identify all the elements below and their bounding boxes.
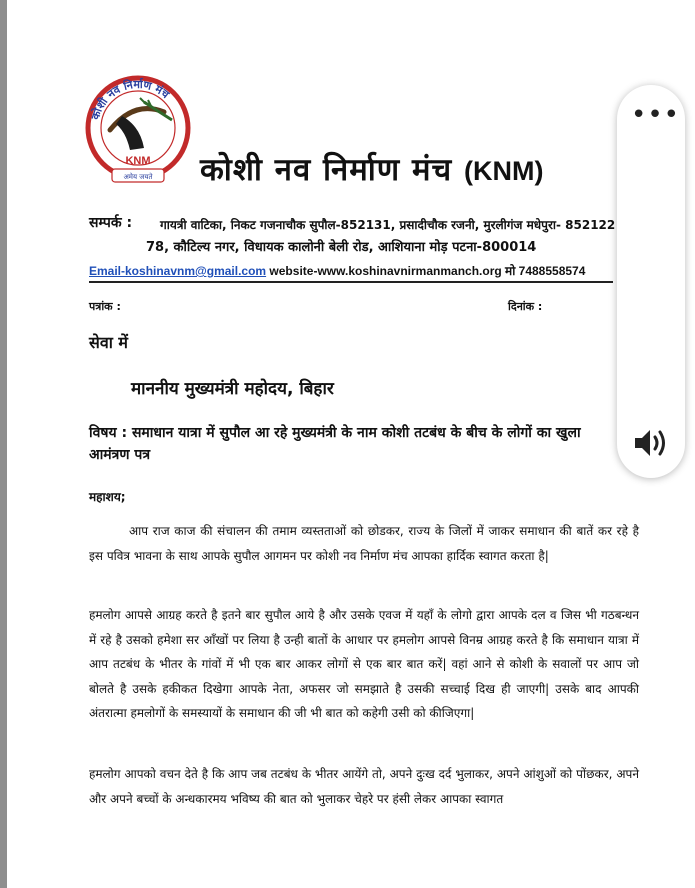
logo-abbr: KNM [125,155,151,167]
floating-side-panel [617,85,685,478]
salutation: महाशय; [89,490,126,504]
addressed-to: सेवा में [89,333,128,352]
paragraph-2: हमलोग आपसे आग्रह करते है इतने बार सुपौल आये है और उसके एवज में यहाँ के लोगो द्वारा आपके दल व जिस भी गठबन्धन में रहे है उसको हमेशा सर आँखों पर लिया है उन्ही बातों के आधार पर हमलोग आपसे विनम्र आग्रह करते है कि समाधान यात्रा में आप तटबंध के भीतर के गांवों में भी एक बार आकर लोगों से एक बार बात करें| वहां आने से कोशी के सवालों पर आप जो बोलते है उसके हकीकत दिखेगा आपके नेता, अफसर जो समझाते है उसकी सच्चाई दिख ही जाएगी| उसके बाद आपकी अंतरात्मा हमलोगों के समस्यायों के समाधान की जी भी बात को कहेगी उसी को कीजिएगा| [89,608,639,720]
logo-arc-text: कोशी नव निर्माण मंच [88,77,172,122]
logo-motto: अमेय जयते [123,173,153,181]
knm-logo [82,68,194,188]
letterhead-divider [89,281,613,283]
speaker-icon[interactable] [632,426,670,460]
paragraph-1: आप राज काज की संचालन की तमाम व्यस्तताओं को छोडकर, राज्य के जिलों में जाकर समाधान की बातें कर रहे है इस पवित्र भावना के साथ आपके सुपौल आगमन पर कोशी नव निर्माण मंच आपका हार्दिक स्वागत करता है| [89,524,639,563]
website-phone: website-www.koshinavnirmanmanch.org मो 7488558574 [266,264,586,278]
contact-label: सम्पर्क : [89,215,133,231]
address-line-2: 78, कौटिल्य नगर, विधायक कालोनी बेली रोड, आशियाना मोड़ पटना-800014 [146,240,537,255]
subject-line: विषय : समाधान यात्रा में सुपौल आ रहे मुख्यमंत्री के नाम कोशी तटबंध के बीच के लोगों का खुला आमंत्रण पत्र [89,425,581,463]
paragraph-3: हमलोग आपको वचन देते है कि आप जब तटबंध के भीतर आयेंगे तो, अपने दुःख दर्द भुलाकर, अपने आंशुओं को पोंछकर, अपने और अपने बच्चों के अन्धकारमय भविष्य की बात को भुलाकर चेहरे पर हंसी लेकर आपका स्वागत [89,767,639,806]
organization-title [200,148,543,190]
recipient: माननीय मुख्यमंत्री महोदय, बिहार [131,379,334,399]
date-label: दिनांक : [508,300,543,313]
ref-number-label: पत्रांक : [89,300,121,313]
email-website-row [89,262,585,279]
left-edge-strip [0,0,7,888]
email-link[interactable]: Email-koshinavnm@gmail.com [89,264,267,278]
organization-title-hindi: कोशी नव निर्माण मंच [200,152,453,188]
address-line-1: गायत्री वाटिका, निकट गजनाचौक सुपौल-852131, प्रसादीचौक रजनी, मुरलीगंज मधेपुरा- 852122 [160,218,616,232]
more-options-icon[interactable]: ••• [631,100,681,130]
organization-title-abbr: (KNM) [464,156,544,186]
